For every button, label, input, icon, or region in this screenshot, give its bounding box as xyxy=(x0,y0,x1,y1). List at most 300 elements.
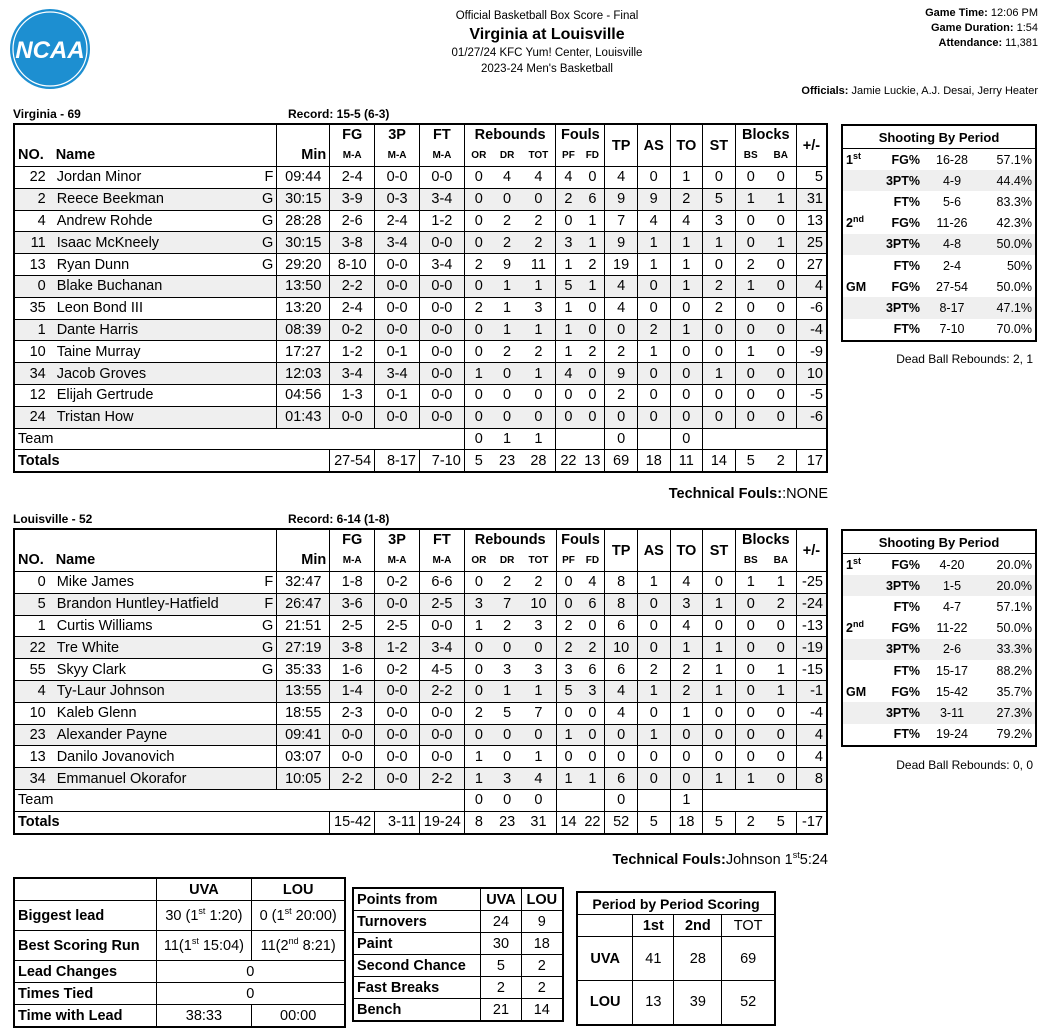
shooting-row xyxy=(842,554,1036,576)
stat-pf: 0 xyxy=(556,702,580,724)
stat-ft: 0-0 xyxy=(419,724,464,746)
col-tp: TP xyxy=(605,124,638,167)
stat-or: 0 xyxy=(464,319,493,341)
stat-tp3: 0-0 xyxy=(375,319,420,341)
player-minutes: 09:41 xyxy=(277,724,330,746)
stat-pf: 1 xyxy=(556,768,580,790)
stat-tot: 0 xyxy=(521,406,556,428)
lead-col-uva: UVA xyxy=(156,878,252,901)
stat-to: 0 xyxy=(670,363,703,385)
stat-fd: 1 xyxy=(580,210,604,232)
stat-tp3: 0-0 xyxy=(375,297,420,319)
player-name-cell xyxy=(53,702,277,724)
shooting-stat-label: 3PT% xyxy=(885,642,920,657)
player-row xyxy=(14,593,827,615)
totals-row xyxy=(14,450,827,472)
col-no: NO. xyxy=(14,549,53,572)
player-minutes: 30:15 xyxy=(277,188,330,210)
stat-pm: -4 xyxy=(796,319,827,341)
technical-fouls-period-sup: st xyxy=(792,850,800,861)
stat-ft: 2-5 xyxy=(419,593,464,615)
stat-dr: 1 xyxy=(493,297,522,319)
total-ba: 2 xyxy=(766,450,797,472)
stat-tp: 4 xyxy=(605,680,638,702)
technical-fouls-label: Technical Fouls: xyxy=(668,486,783,502)
stat-pm: -25 xyxy=(796,572,827,594)
total-fd: 13 xyxy=(580,450,604,472)
stat-fd: 0 xyxy=(580,746,604,768)
period-uva-1st: 41 xyxy=(633,937,674,981)
stat-to: 3 xyxy=(670,593,703,615)
stat-ba: 0 xyxy=(766,341,797,363)
stat-pm: 4 xyxy=(796,724,827,746)
stat-pf: 2 xyxy=(556,188,580,210)
period-lou-1st: 13 xyxy=(633,981,674,1025)
total-dr: 23 xyxy=(493,450,522,472)
player-row xyxy=(14,341,827,363)
shooting-made-attempted: 4-8 xyxy=(942,237,962,252)
stat-as: 1 xyxy=(637,724,670,746)
player-row xyxy=(14,319,827,341)
player-number: 13 xyxy=(14,254,53,276)
shooting-made-attempted: 4-9 xyxy=(942,173,962,188)
player-number: 34 xyxy=(14,768,53,790)
player-name-cell xyxy=(53,232,277,254)
stat-ba: 1 xyxy=(766,572,797,594)
stat-fd: 0 xyxy=(580,615,604,637)
points-from-label: Fast Breaks xyxy=(353,977,481,999)
stat-or: 0 xyxy=(464,167,493,189)
stat-ft: 0-0 xyxy=(419,341,464,363)
stat-fg: 1-8 xyxy=(330,572,375,594)
player-minutes: 21:51 xyxy=(277,615,330,637)
shooting-stat-label: 3PT% xyxy=(885,173,920,188)
player-name: Reece Beekman xyxy=(56,191,164,208)
stat-as: 0 xyxy=(637,363,670,385)
stat-dr: 3 xyxy=(493,768,522,790)
stat-pf: 0 xyxy=(556,384,580,406)
stat-dr: 2 xyxy=(493,232,522,254)
total-to: 11 xyxy=(670,450,703,472)
stat-fg: 2-4 xyxy=(330,297,375,319)
stat-ft: 0-0 xyxy=(419,232,464,254)
player-name-cell xyxy=(53,659,277,681)
points-from-row xyxy=(353,933,563,955)
stat-ft: 0-0 xyxy=(419,406,464,428)
stat-ba: 0 xyxy=(766,275,797,297)
points-from-row xyxy=(353,955,563,977)
shooting-stat-label: FG% xyxy=(891,557,920,572)
stat-st: 0 xyxy=(703,746,736,768)
player-name-cell xyxy=(53,254,277,276)
stat-bs: 0 xyxy=(735,167,766,189)
player-number: 55 xyxy=(14,659,53,681)
player-name-cell xyxy=(53,297,277,319)
player-number: 34 xyxy=(14,363,53,385)
player-number: 2 xyxy=(14,188,53,210)
player-minutes: 32:47 xyxy=(277,572,330,594)
player-row xyxy=(14,724,827,746)
times-tied-value: 0 xyxy=(156,983,345,1005)
stat-st: 1 xyxy=(703,593,736,615)
team-dr: 1 xyxy=(493,428,522,450)
stat-ft: 0-0 xyxy=(419,363,464,385)
stat-as: 0 xyxy=(637,297,670,319)
shooting-percent: 33.3% xyxy=(996,642,1032,657)
player-minutes: 04:56 xyxy=(277,384,330,406)
stat-fg: 2-4 xyxy=(330,167,375,189)
stat-fd: 0 xyxy=(580,167,604,189)
stat-pm: -1 xyxy=(796,680,827,702)
col-ft-ma: M-A xyxy=(419,549,464,572)
stat-tp3: 0-0 xyxy=(375,680,420,702)
stat-bs: 1 xyxy=(735,341,766,363)
col-name: Name xyxy=(53,549,277,572)
stat-fg: 2-6 xyxy=(330,210,375,232)
stat-or: 2 xyxy=(464,702,493,724)
stat-bs: 0 xyxy=(735,615,766,637)
stat-dr: 4 xyxy=(493,167,522,189)
stat-tot: 10 xyxy=(521,593,556,615)
player-minutes: 27:19 xyxy=(277,637,330,659)
stat-pm: 13 xyxy=(796,210,827,232)
stat-ba: 1 xyxy=(766,188,797,210)
player-name: Danilo Jovanovich xyxy=(56,748,175,765)
stat-pf: 2 xyxy=(556,637,580,659)
col-pf: PF xyxy=(556,549,580,572)
stat-to: 0 xyxy=(670,768,703,790)
stat-tp: 19 xyxy=(605,254,638,276)
stat-tp: 8 xyxy=(605,593,638,615)
stat-tp: 7 xyxy=(605,210,638,232)
points-from-col-lou: LOU xyxy=(521,888,563,911)
shooting-stat-label: 3PT% xyxy=(885,578,920,593)
player-name: Ty-Laur Johnson xyxy=(56,683,165,700)
stat-pf: 4 xyxy=(556,363,580,385)
stat-tp: 9 xyxy=(605,188,638,210)
stat-tot: 3 xyxy=(521,659,556,681)
stat-pm: -5 xyxy=(796,384,827,406)
stat-ft: 2-2 xyxy=(419,768,464,790)
shooting-made-attempted: 11-26 xyxy=(936,216,968,231)
box-score-table xyxy=(13,123,828,473)
stat-to: 1 xyxy=(670,637,703,659)
stat-bs: 0 xyxy=(735,746,766,768)
stat-fg: 3-8 xyxy=(330,232,375,254)
stat-tp3: 3-4 xyxy=(375,363,420,385)
period-uva-2nd: 28 xyxy=(674,937,722,981)
player-name-cell xyxy=(53,319,277,341)
stat-pf: 0 xyxy=(556,746,580,768)
biggest-lead-label: Biggest lead xyxy=(14,901,156,931)
time-with-lead-uva: 38:33 xyxy=(156,1005,252,1028)
shooting-percent: 57.1% xyxy=(996,599,1032,614)
team-tot: 1 xyxy=(521,428,556,450)
col-ba: BA xyxy=(766,549,797,572)
shooting-row xyxy=(842,681,1036,702)
stat-pm: -24 xyxy=(796,593,827,615)
stat-or: 1 xyxy=(464,615,493,637)
stat-tp3: 0-2 xyxy=(375,572,420,594)
stat-tp: 0 xyxy=(605,724,638,746)
stat-tot: 4 xyxy=(521,768,556,790)
technical-fouls-time: 5:24 xyxy=(799,852,828,868)
stat-tot: 3 xyxy=(521,615,556,637)
stat-to: 1 xyxy=(670,254,703,276)
season-line: 2023-24 Men's Basketball xyxy=(481,63,613,75)
stat-fg: 3-9 xyxy=(330,188,375,210)
period-scoring-title: Period by Period Scoring xyxy=(577,892,775,915)
stat-to: 4 xyxy=(670,210,703,232)
stat-st: 0 xyxy=(703,254,736,276)
stat-bs: 0 xyxy=(735,384,766,406)
shooting-percent: 44.4% xyxy=(996,173,1032,188)
totals-label: Totals xyxy=(14,450,330,472)
total-bs: 2 xyxy=(735,811,766,833)
stat-as: 2 xyxy=(637,659,670,681)
total-ft: 19-24 xyxy=(419,811,464,833)
best-run-lou: 11(2nd 8:21) xyxy=(252,931,345,961)
stat-dr: 1 xyxy=(493,680,522,702)
stat-pf: 2 xyxy=(556,615,580,637)
player-row xyxy=(14,232,827,254)
stat-fd: 2 xyxy=(580,254,604,276)
col-bs: BS xyxy=(735,549,766,572)
stat-tot: 2 xyxy=(521,232,556,254)
stat-bs: 0 xyxy=(735,232,766,254)
stat-ba: 0 xyxy=(766,363,797,385)
stat-fd: 4 xyxy=(580,572,604,594)
technical-fouls xyxy=(669,486,828,502)
stat-st: 3 xyxy=(703,210,736,232)
shooting-row xyxy=(842,276,1036,297)
stat-ft: 0-0 xyxy=(419,615,464,637)
stat-fd: 0 xyxy=(580,406,604,428)
stat-pf: 1 xyxy=(556,297,580,319)
points-from-uva: 24 xyxy=(481,911,521,933)
shooting-row xyxy=(842,575,1036,596)
col-3p: 3P xyxy=(375,529,420,549)
col-ba: BA xyxy=(766,144,797,167)
stat-pf: 1 xyxy=(556,254,580,276)
points-from-lou: 2 xyxy=(521,977,563,999)
stat-ft: 3-4 xyxy=(419,254,464,276)
box-score-table xyxy=(13,528,828,835)
points-from-row xyxy=(353,977,563,999)
biggest-lead-lou: 0 (1st 20:00) xyxy=(252,901,345,931)
stat-tp: 10 xyxy=(605,637,638,659)
stat-or: 1 xyxy=(464,363,493,385)
col-or: OR xyxy=(464,144,493,167)
player-position: G xyxy=(262,639,274,656)
technical-fouls-label: Technical Fouls: xyxy=(612,852,726,868)
stat-tp3: 0-0 xyxy=(375,167,420,189)
shooting-row xyxy=(842,297,1036,318)
total-as: 5 xyxy=(637,811,670,833)
shooting-stat-label: 3PT% xyxy=(885,237,920,252)
stat-fg: 3-8 xyxy=(330,637,375,659)
stat-tp3: 0-0 xyxy=(375,254,420,276)
points-from-uva: 5 xyxy=(481,955,521,977)
shooting-percent: 79.2% xyxy=(996,727,1032,742)
player-number: 11 xyxy=(14,232,53,254)
player-name-cell xyxy=(53,275,277,297)
player-name-cell xyxy=(53,637,277,659)
stat-pm: 31 xyxy=(796,188,827,210)
stat-st: 5 xyxy=(703,188,736,210)
player-row xyxy=(14,297,827,319)
player-minutes: 01:43 xyxy=(277,406,330,428)
totals-row xyxy=(14,811,827,833)
stat-or: 0 xyxy=(464,210,493,232)
points-from-lou: 9 xyxy=(521,911,563,933)
stat-dr: 2 xyxy=(493,341,522,363)
team-record: Record: 15-5 (6-3) xyxy=(288,107,390,121)
team-tp: 0 xyxy=(605,789,638,811)
stat-pm: -9 xyxy=(796,341,827,363)
shooting-made-attempted: 3-11 xyxy=(939,705,965,720)
player-minutes: 29:20 xyxy=(277,254,330,276)
col-or: OR xyxy=(464,549,493,572)
shooting-made-attempted: 8-17 xyxy=(939,300,965,315)
stat-pf: 5 xyxy=(556,275,580,297)
stat-tot: 1 xyxy=(521,746,556,768)
shooting-stat-label: 3PT% xyxy=(885,705,920,720)
total-pf: 14 xyxy=(556,811,580,833)
stat-ba: 1 xyxy=(766,680,797,702)
player-number: 24 xyxy=(14,406,53,428)
lead-changes-value: 0 xyxy=(156,961,345,983)
stat-bs: 0 xyxy=(735,724,766,746)
player-minutes: 10:05 xyxy=(277,768,330,790)
stat-pf: 0 xyxy=(556,593,580,615)
team-or: 0 xyxy=(464,428,493,450)
totals-label: Totals xyxy=(14,811,330,833)
total-pf: 22 xyxy=(556,450,580,472)
team-to: 1 xyxy=(670,789,703,811)
stat-or: 0 xyxy=(464,680,493,702)
stat-fd: 0 xyxy=(580,363,604,385)
stat-tp: 9 xyxy=(605,232,638,254)
total-to: 18 xyxy=(670,811,703,833)
shooting-period: GM xyxy=(846,279,867,294)
stat-ba: 0 xyxy=(766,319,797,341)
stat-ba: 1 xyxy=(766,659,797,681)
col-blocks: Blocks xyxy=(735,529,796,549)
stat-st: 1 xyxy=(703,637,736,659)
stat-fd: 1 xyxy=(580,768,604,790)
team-or: 0 xyxy=(464,789,493,811)
total-st: 5 xyxy=(703,811,736,833)
stat-tot: 0 xyxy=(521,724,556,746)
shooting-row xyxy=(842,255,1036,276)
stat-fg: 0-0 xyxy=(330,746,375,768)
stat-fg: 2-5 xyxy=(330,615,375,637)
period-lou-2nd: 39 xyxy=(674,981,722,1025)
stat-st: 0 xyxy=(703,572,736,594)
total-tp3: 3-11 xyxy=(375,811,420,833)
stat-fd: 0 xyxy=(580,384,604,406)
stat-tp: 0 xyxy=(605,319,638,341)
total-bs: 5 xyxy=(735,450,766,472)
points-from-uva: 2 xyxy=(481,977,521,999)
officials-label: Officials: xyxy=(801,85,849,97)
player-name-cell xyxy=(53,406,277,428)
stat-st: 0 xyxy=(703,167,736,189)
shooting-made-attempted: 19-24 xyxy=(936,727,968,742)
col-as: AS xyxy=(637,124,670,167)
total-tp: 52 xyxy=(605,811,638,833)
col-3p-ma: M-A xyxy=(375,144,420,167)
stat-st: 1 xyxy=(703,659,736,681)
shooting-made-attempted: 2-4 xyxy=(942,258,962,273)
stat-fg: 1-2 xyxy=(330,341,375,363)
player-minutes: 13:55 xyxy=(277,680,330,702)
team-title: Virginia - 69 xyxy=(13,107,81,121)
stat-to: 0 xyxy=(670,406,703,428)
stat-bs: 0 xyxy=(735,297,766,319)
stat-as: 0 xyxy=(637,406,670,428)
col-tot: TOT xyxy=(521,549,556,572)
points-from-label: Turnovers xyxy=(353,911,481,933)
shooting-stat-label: FG% xyxy=(891,684,920,699)
col-fg-ma: M-A xyxy=(330,549,375,572)
stat-tp: 6 xyxy=(605,768,638,790)
shooting-title: Shooting By Period xyxy=(842,530,1036,554)
stat-tp: 6 xyxy=(605,615,638,637)
stat-as: 0 xyxy=(637,702,670,724)
player-number: 22 xyxy=(14,167,53,189)
total-tot: 31 xyxy=(521,811,556,833)
shooting-percent: 20.0% xyxy=(996,578,1032,593)
player-name: Ryan Dunn xyxy=(56,256,130,273)
best-run-uva: 11(1st 15:04) xyxy=(156,931,252,961)
stat-st: 0 xyxy=(703,615,736,637)
stat-st: 1 xyxy=(703,232,736,254)
player-name: Andrew Rohde xyxy=(56,212,153,229)
player-number: 0 xyxy=(14,275,53,297)
stat-as: 1 xyxy=(637,680,670,702)
player-name: Jacob Groves xyxy=(56,365,147,382)
stat-dr: 1 xyxy=(493,319,522,341)
team-row xyxy=(14,428,827,450)
stat-dr: 0 xyxy=(493,363,522,385)
shooting-percent: 20.0% xyxy=(996,557,1032,572)
player-name-cell xyxy=(53,615,277,637)
attendance: 11,381 xyxy=(1005,37,1038,49)
stat-or: 1 xyxy=(464,768,493,790)
shooting-stat-label: FT% xyxy=(893,194,920,209)
dead-ball-rebounds: Dead Ball Rebounds: 2, 1 xyxy=(896,352,1033,366)
shooting-percent: 47.1% xyxy=(996,300,1032,315)
stat-tot: 2 xyxy=(521,210,556,232)
player-row xyxy=(14,188,827,210)
stat-st: 1 xyxy=(703,768,736,790)
shooting-percent: 83.3% xyxy=(996,194,1032,209)
stat-st: 0 xyxy=(703,319,736,341)
team-row xyxy=(14,789,827,811)
shooting-percent: 70.0% xyxy=(996,322,1032,337)
col-ft-ma: M-A xyxy=(419,144,464,167)
player-name: Jordan Minor xyxy=(56,169,142,186)
stat-ba: 0 xyxy=(766,746,797,768)
shooting-row xyxy=(842,596,1036,617)
stat-as: 0 xyxy=(637,167,670,189)
col-pf: PF xyxy=(556,144,580,167)
player-name: Emmanuel Okorafor xyxy=(56,770,187,787)
technical-fouls-value: :NONE xyxy=(782,486,828,502)
game-duration: 1:54 xyxy=(1016,22,1038,34)
